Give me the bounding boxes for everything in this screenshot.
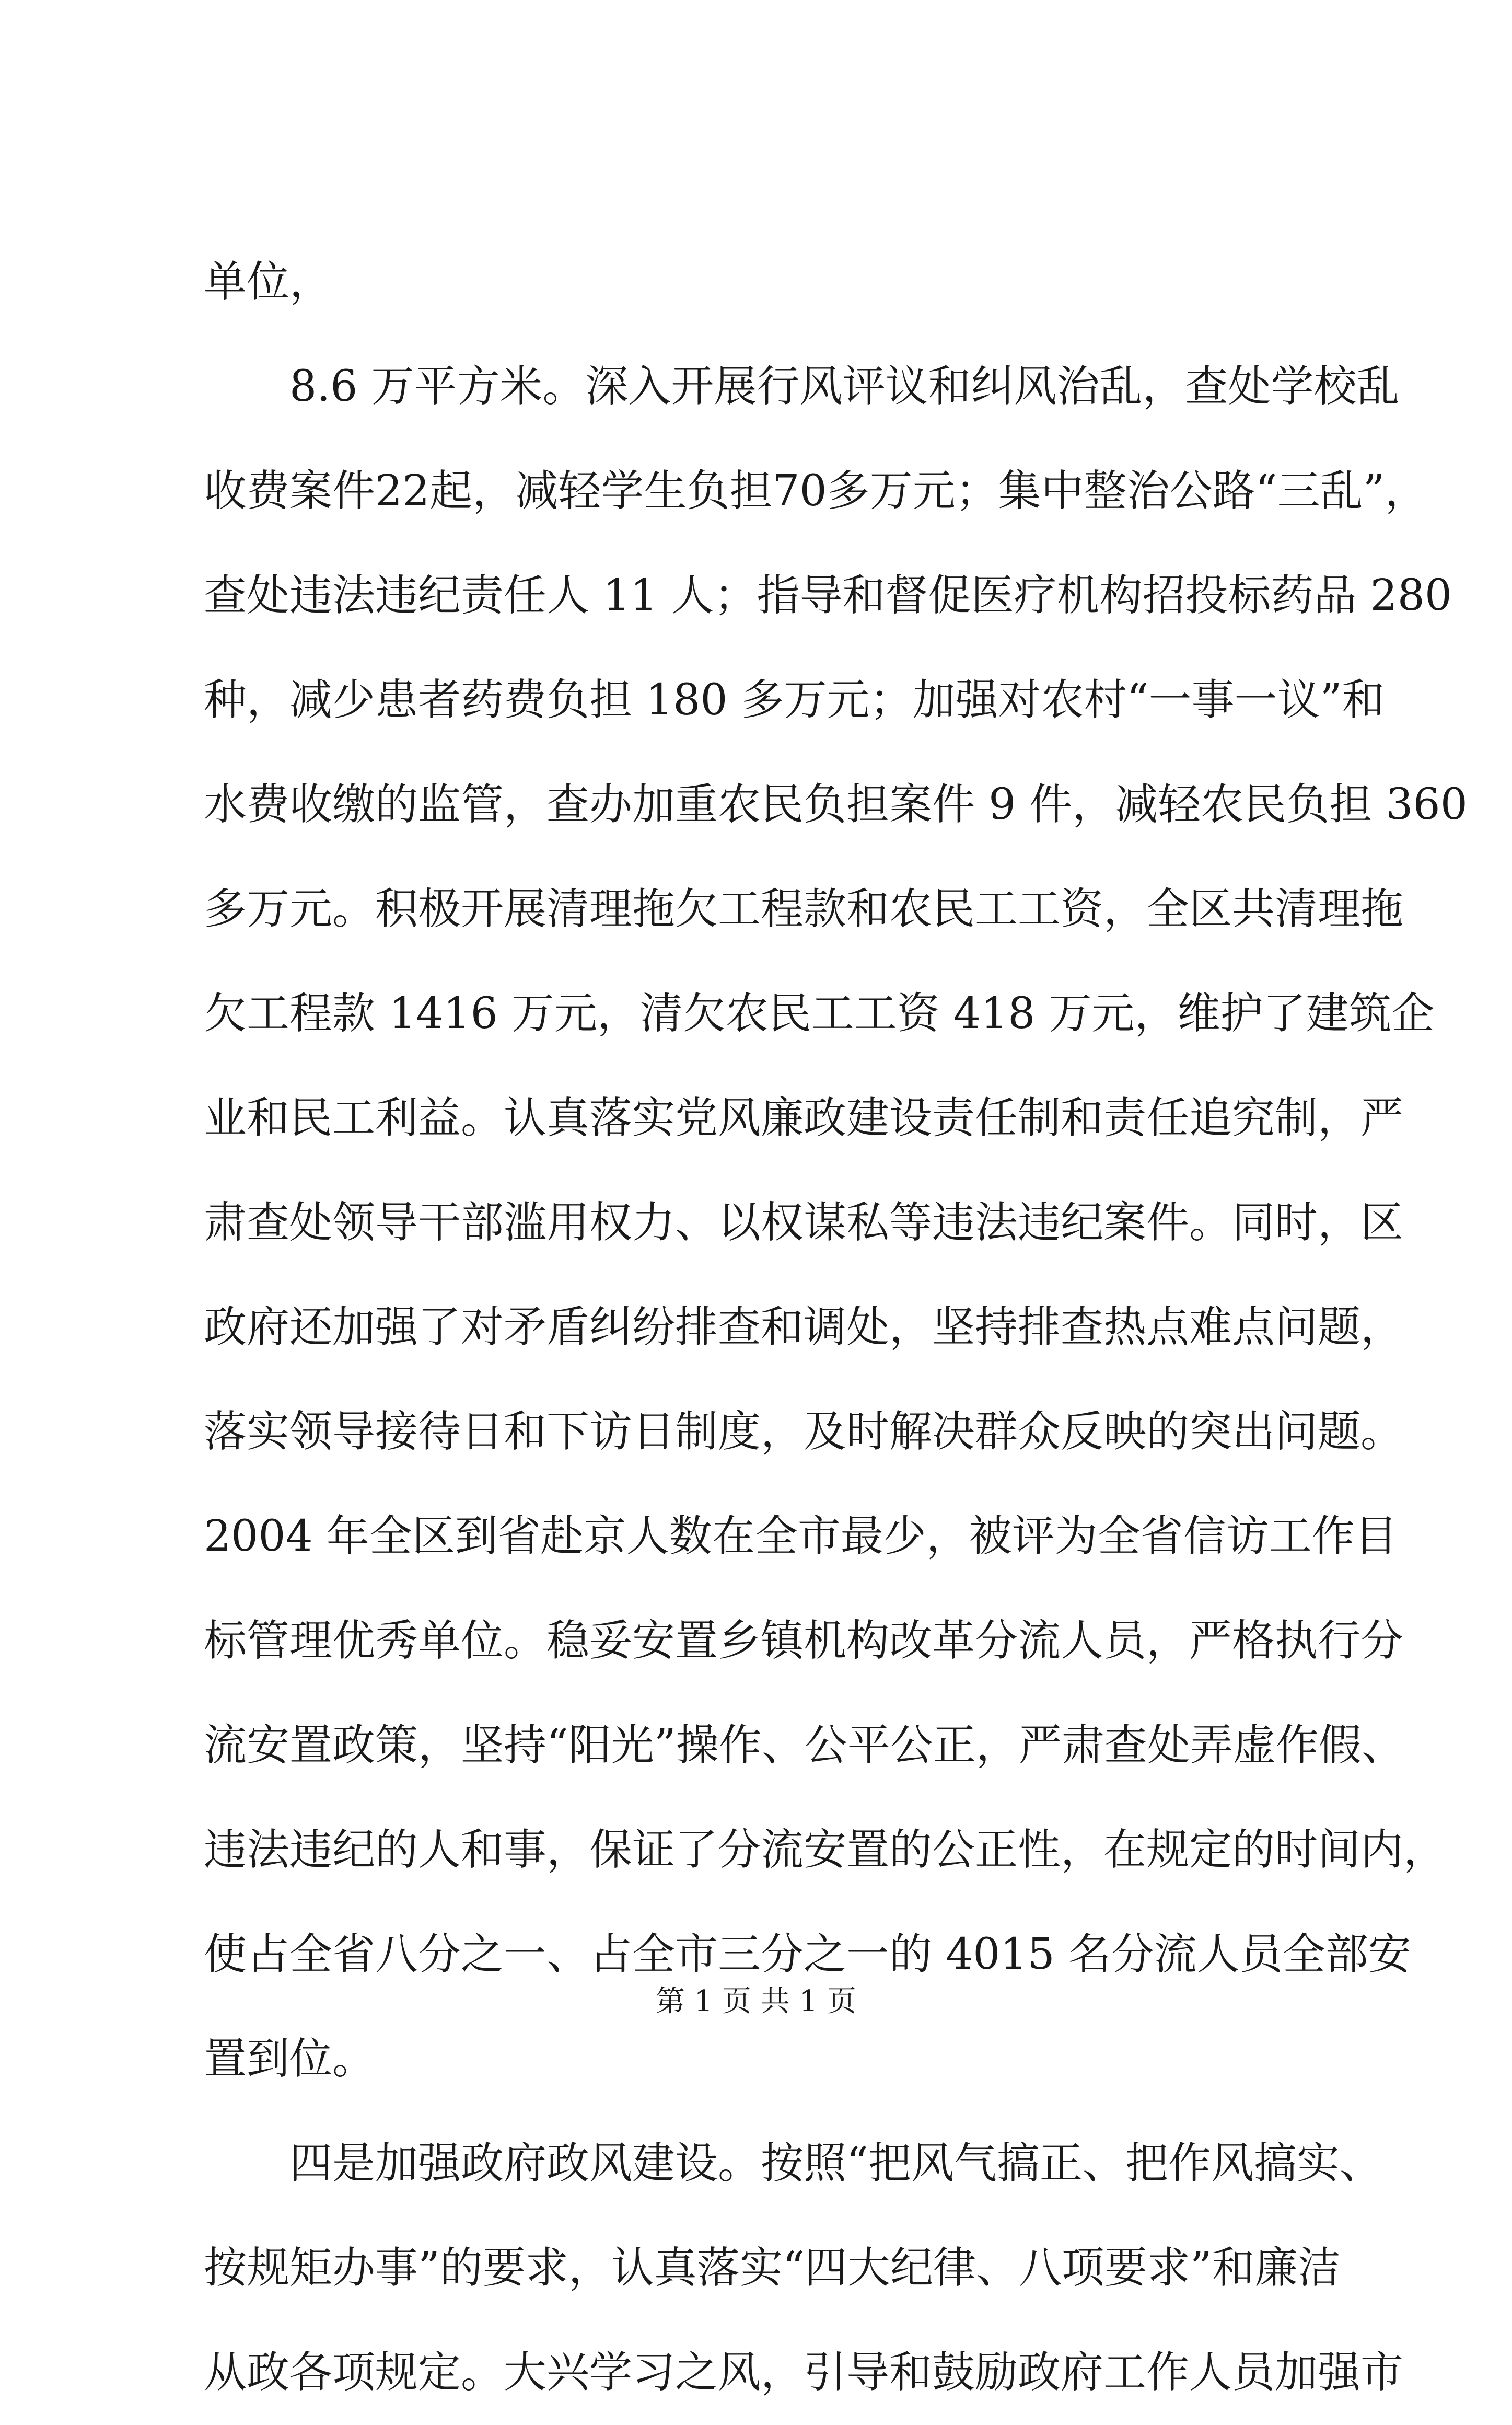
paragraph-2-line-14: 流安置政策，坚持“阳光”操作、公平公正，严肃查处弄虚作假、 [204,1720,1404,1770]
paragraph-2-line-10: 政府还加强了对矛盾纠纷排查和调处，坚持排查热点难点问题， [204,1302,1404,1352]
paragraph-1-line-1: 单位， [204,257,333,307]
paragraph-3-line-3: 从政各项规定。大兴学习之风，引导和鼓励政府工作人员加强市 [204,2348,1404,2397]
paragraph-2-line-12: 2004 年全区到省赴京人数在全市最少，被评为全省信访工作目 [204,1511,1398,1561]
paragraph-2-line-8: 业和民工利益。认真落实党风廉政建设责任制和责任追究制，严 [204,1093,1404,1143]
paragraph-2-line-16: 使占全省八分之一、占全市三分之一的 4015 名分流人员全部安 [204,1930,1411,1979]
paragraph-2-line-1: 8.6 万平方米。深入开展行风评议和纠风治乱，查处学校乱 [289,362,1400,411]
paragraph-2-line-2: 收费案件22起，减轻学生负担70多万元；集中整治公路“三乱”， [204,466,1428,516]
paragraph-2-line-9: 肃查处领导干部滥用权力、以权谋私等违法违纪案件。同时，区 [204,1198,1404,1248]
paragraph-2-line-11: 落实领导接待日和下访日制度，及时解决群众反映的突出问题。 [204,1407,1404,1457]
paragraph-3-line-1: 四是加强政府政风建设。按照“把风气搞正、把作风搞实、 [289,2139,1382,2188]
paragraph-2-line-17: 置到位。 [204,2034,376,2084]
page-footer: 第 1 页 共 1 页 [655,1984,857,2018]
paragraph-2-line-6: 多万元。积极开展清理拖欠工程款和农民工工资，全区共清理拖 [204,884,1404,934]
paragraph-2-line-7: 欠工程款 1416 万元，清欠农民工工资 418 万元，维护了建筑企 [204,989,1435,1038]
document-body [204,230,1468,2425]
paragraph-2-line-13: 标管理优秀单位。稳妥安置乡镇机构改革分流人员，严格执行分 [204,1616,1404,1666]
paragraph-2-line-5: 水费收缴的监管，查办加重农民负担案件 9 件，减轻农民负担 360 [204,780,1468,829]
paragraph-2-line-4: 种，减少患者药费负担 180 多万元；加强对农村“一事一议”和 [204,675,1385,725]
paragraph-3-line-2: 按规矩办事”的要求，认真落实“四大纪律、八项要求”和廉洁 [204,2243,1341,2293]
paragraph-2-line-3: 查处违法违纪责任人 11 人；指导和督促医疗机构招投标药品 280 [204,571,1452,620]
paragraph-2-line-15: 违法违纪的人和事，保证了分流安置的公正性，在规定的时间内， [204,1825,1447,1875]
